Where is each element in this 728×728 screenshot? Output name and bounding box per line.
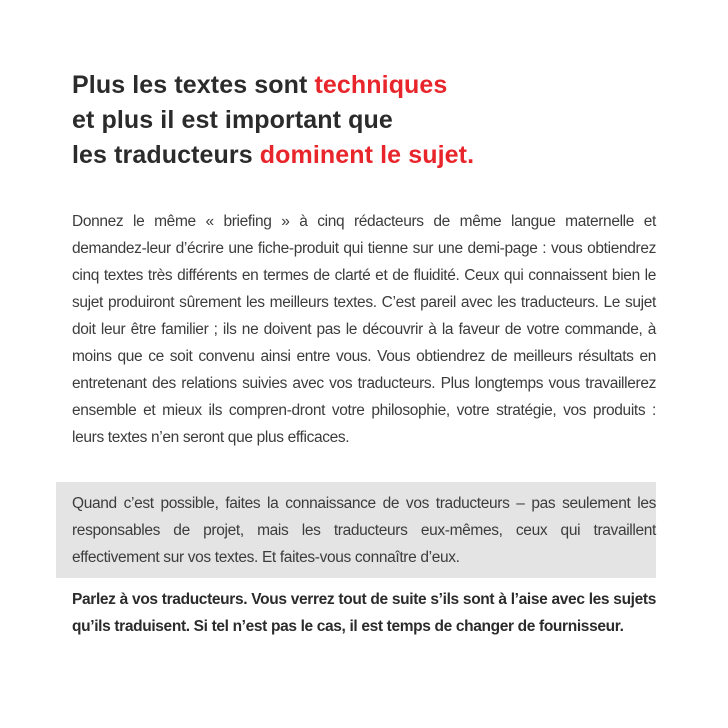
heading-line-2: et plus il est important que <box>72 106 393 134</box>
body-paragraph: Donnez le même « briefing » à cinq rédacteurs de même langue maternelle et demandez-leur d’écrire une fiche-produit qui tienne sur une demi-page : vous obtiendrez cinq textes très différents en termes de clarté et de fluidité. Ceux qui connaissent bien le sujet produiront sûrement les meilleurs textes. C’est pareil avec les traducteurs. Le sujet doit leur être familier ; ils ne doivent pas le découvrir à la faveur de votre commande, à moins que ce soit convenu ainsi entre vous. Vous obtiendrez de meilleurs résultats en entretenant des relations suivies avec vos traducteurs. Plus longtemps vous travaillerez ensemble et mieux ils compren-dront votre philosophie, votre stratégie, vos produits : leurs textes n’en seront que plus efficaces. <box>72 213 656 446</box>
callout-box <box>56 482 656 578</box>
heading-accent-dominent: dominent le sujet. <box>259 141 475 169</box>
closing-paragraph: Parlez à vos traducteurs. Vous verrez tout de suite s’ils sont à l’aise avec les sujets qu’ils traduisent. Si tel n’est pas le cas, il est temps de changer de fournisseur. <box>72 591 656 635</box>
heading-line-1-text: Plus les textes sont <box>72 71 315 99</box>
heading-line-3-text: les traducteurs <box>72 141 260 169</box>
heading-line-1 <box>72 68 672 103</box>
page-heading <box>72 68 672 173</box>
callout-paragraph: Quand c’est possible, faites la connaissance de vos traducteurs – pas seulement les responsables de projet, mais les traducteurs eux-mêmes, ceux qui travaillent effectivement sur vos textes. Et faites-vous connaître d’eux. <box>72 495 656 566</box>
heading-line-3 <box>72 138 672 173</box>
heading-accent-techniques: techniques <box>314 71 448 99</box>
